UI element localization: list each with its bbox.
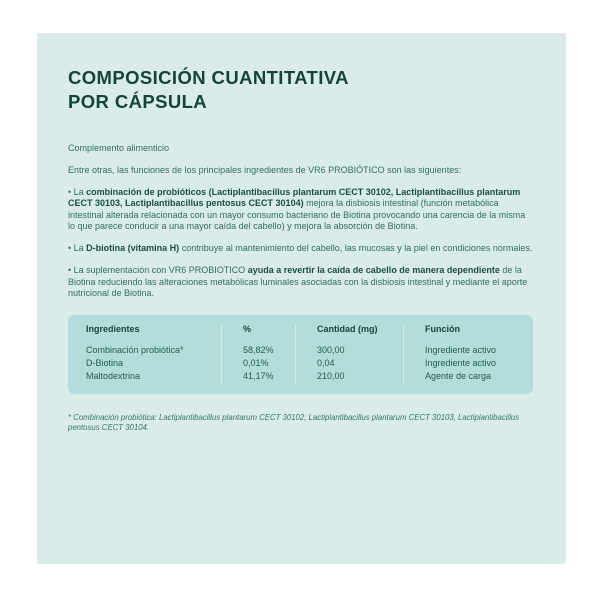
bullet-supplementation-post: de la Biotina reduciendo las alteraciones metabólicas luminales asociadas con la disbiosis intestinal y mediante el aporte nutricional de Biotina. [68, 265, 528, 299]
table-cell: Agente de carga [425, 371, 492, 382]
column-header-quantity: Cantidad (mg) [317, 324, 378, 335]
bullet-supplementation [68, 265, 533, 299]
composition-card [37, 33, 566, 564]
intro-text: Entre otras, las funciones de los principales ingredientes de VR6 PROBIÓTICO son las siguientes: [68, 165, 462, 175]
table-column-function [403, 324, 533, 384]
bullet-biotin-post: contribuye al mantenimiento del cabello, las mucosas y la piel en condiciones normales. [179, 243, 533, 254]
page-title-line1: COMPOSICIÓN CUANTITATIVA [68, 67, 349, 88]
bullet-biotin-pre: • La [68, 243, 87, 254]
bullet-probiotics-post: mejora la disbiosis intestinal (función metabólica intestinal alterada relacionada con un mayor consumo bacteriano de Biotina provocando una carencia de la misma lo que parece conducir a una mayor caída del cabello) y mejora la absorción de Biotina. [68, 198, 526, 231]
table-cell: Ingrediente activo [425, 358, 497, 369]
table-cell: 0,04 [317, 358, 335, 369]
ingredients-table [68, 315, 533, 394]
bullet-biotin [68, 243, 533, 254]
bullet-supplementation-bold: ayuda a revertir la caída de cabello de manera dependiente [247, 265, 500, 276]
table-cell: 58,82% [243, 345, 274, 356]
footnote: * Combinación probiótica: Lactiplantibacillus plantarum CECT 30102, Lactiplantibacillus plantarum CECT 30103, Lactiplantibacillus pentosus CECT 30104. [68, 413, 520, 433]
table-cell: 41,17% [243, 371, 274, 382]
table-column-quantity [295, 324, 403, 384]
bullet-biotin-bold: D-biotina (vitamina H) [86, 243, 180, 254]
table-cell: Ingrediente activo [425, 345, 497, 356]
table-cell: 300,00 [317, 345, 345, 356]
page-title-line2: POR CÁPSULA [68, 91, 208, 112]
column-header-function: Función [425, 324, 460, 335]
table-cell: Combinación probiótica* [86, 345, 184, 356]
column-header-percent: % [243, 324, 252, 335]
bullet-probiotics-pre: • La [68, 187, 87, 197]
table-cell: D-Biotina [86, 358, 124, 369]
table-cell: 210,00 [317, 371, 345, 382]
table-column-ingredients [68, 324, 221, 384]
table-column-percent [221, 324, 295, 384]
subtitle-complemento: Complemento alimenticio [68, 143, 170, 153]
bullet-supplementation-pre: • La suplementación con VR6 PROBIOTICO [68, 265, 248, 276]
bullet-probiotics-bold: combinación de probióticos (Lactiplantibacillus plantarum CECT 30102, Lactiplantibacillus plantarum CECT 30103, Lactiplantibacillus pentosus CECT 30104) [68, 187, 521, 209]
table-cell: 0,01% [243, 358, 269, 369]
table-cell: Maltodextrina [86, 371, 141, 382]
page-title [68, 66, 533, 114]
column-header-ingredients: Ingredientes [86, 324, 140, 335]
bullet-probiotics [68, 187, 533, 232]
